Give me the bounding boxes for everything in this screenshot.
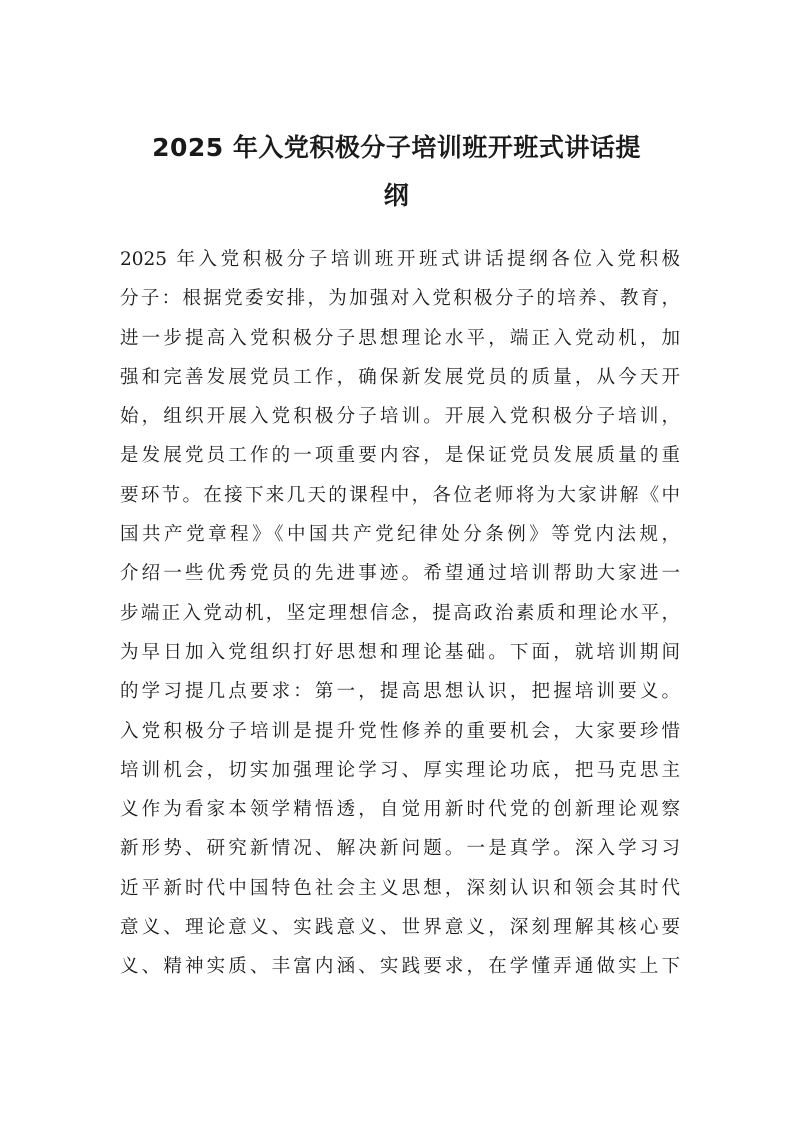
body-line: 入党积极分子培训是提升党性修养的重要机会，大家要珍惜 xyxy=(120,720,680,742)
body-line: 义作为看家本领学精悟透，自觉用新时代党的创新理论观察 xyxy=(120,799,680,821)
body-line: 的学习提几点要求：第一，提高思想认识，把握培训要义。 xyxy=(120,681,680,703)
body-line: 培训机会，切实加强理论学习、厚实理论功底，把马克思主 xyxy=(120,759,680,781)
body-line: 近平新时代中国特色社会主义思想，深刻认识和领会其时代 xyxy=(120,877,680,899)
body-line: 强和完善发展党员工作，确保新发展党员的质量，从今天开 xyxy=(120,366,680,388)
body-line: 义、精神实质、丰富内涵、实践要求，在学懂弄通做实上下 xyxy=(120,956,680,978)
title-line: 纲 xyxy=(383,181,410,210)
body-line: 新形势、研究新情况、解决新问题。一是真学。深入学习习 xyxy=(120,838,680,860)
document-title xyxy=(118,124,675,220)
body-line: 始，组织开展入党积极分子培训。开展入党积极分子培训， xyxy=(120,406,680,428)
body-line: 要环节。在接下来几天的课程中，各位老师将为大家讲解《中 xyxy=(120,484,680,506)
body-line: 意义、理论意义、实践意义、世界意义，深刻理解其核心要 xyxy=(120,917,680,939)
title-line: 2025 年入党积极分子培训班开班式讲话提 xyxy=(152,133,641,162)
body-line: 为早日加入党组织打好思想和理论基础。下面，就培训期间 xyxy=(120,641,680,663)
body-line: 分子：根据党委安排，为加强对入党积极分子的培养、教育， xyxy=(120,288,680,310)
body-line: 步端正入党动机，坚定理想信念，提高政治素质和理论水平， xyxy=(120,602,680,624)
body-paragraph xyxy=(120,240,680,987)
body-line: 国共产党章程》《中国共产党纪律处分条例》等党内法规， xyxy=(120,524,680,546)
body-line: 是发展党员工作的一项重要内容，是保证党员发展质量的重 xyxy=(120,445,680,467)
body-line: 进一步提高入党积极分子思想理论水平，端正入党动机，加 xyxy=(120,327,680,349)
body-line: 介绍一些优秀党员的先进事迹。希望通过培训帮助大家进一 xyxy=(120,563,680,585)
body-line: 2025 年入党积极分子培训班开班式讲话提纲各位入党积极 xyxy=(120,249,680,270)
